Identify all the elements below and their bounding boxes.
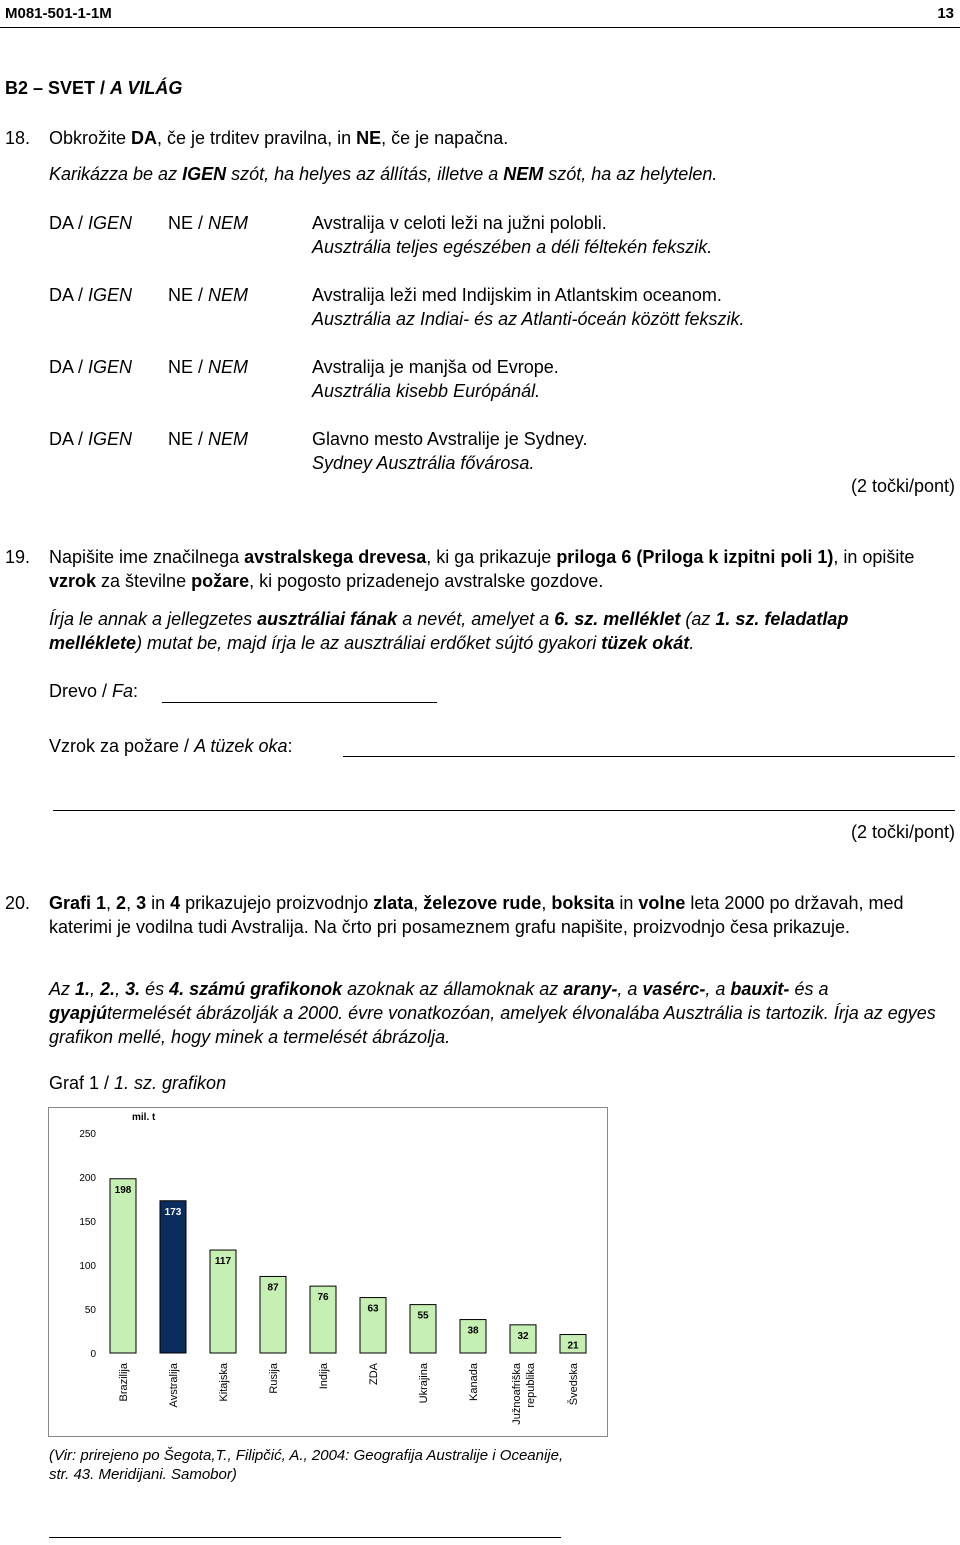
exam-code: M081-501-1-1M [5,5,112,22]
header-rule [0,27,960,28]
x-tick-label: Brazilija [118,1363,130,1402]
q18-instruction-hu: Karikázza be az IGEN szót, ha helyes az állítás, illetve a NEM szót, ha az helytelen. [49,164,718,184]
da-igen-option[interactable]: DA / IGEN [49,429,133,449]
unit-label: mil. t [132,1112,156,1123]
y-tick-label: 50 [84,1305,96,1316]
x-tick-label: Švedska [568,1363,580,1406]
statement-sl: Glavno mesto Avstralije je Sydney. [312,429,588,449]
x-tick-label: ZDA [368,1363,380,1385]
data-label: 173 [164,1206,182,1218]
x-tick-label: Kanada [468,1363,480,1401]
data-label: 38 [467,1325,479,1337]
q20-text-hu: Az 1., 2., 3. és 4. számú grafikonok azoknak az államoknak az arany-, a vasérc-, a bauxit- és a gyapjútermelését ábrázolják a 2000. évre vonatkozóan, amelyek élvonalába Ausztrália is tartozik. Írja az egyes grafikon mellé, hogy minek a termelését ábrázolja. [49,979,936,1047]
data-label: 32 [517,1330,529,1342]
q18-number: 18. [5,128,31,148]
q19-points: (2 točki/pont) [850,822,955,842]
da-igen-option[interactable]: DA / IGEN [49,213,133,233]
q19-text-sl: Napišite ime značilnega avstralskega drevesa, ki ga prikazuje priloga 6 (Priloga k izpitni poli 1), in opišite vzrok za številne požare, ki pogosto prizadenejo avstralske gozdove. [49,547,915,591]
q18-instruction-sl: Obkrožite DA, če je trditev pravilna, in NE, če je napačna. [49,128,509,148]
q18-points: (2 točki/pont) [850,476,955,496]
q19-text-hu: Írja le annak a jellegzetes ausztráliai fának a nevét, amelyet a 6. sz. melléklet (az 1. sz. feladatlap melléklete) mutat be, majd írja le az ausztráliai erdőket sújtó gyakori tüzek okát. [49,609,849,653]
data-label: 63 [367,1303,379,1315]
da-igen-option[interactable]: DA / IGEN [49,285,133,305]
x-tick-label: Kitajska [218,1363,230,1402]
bar-chart [48,1107,608,1437]
da-igen-option[interactable]: DA / IGEN [49,357,133,377]
statement-hu: Ausztrália teljes egészében a déli féltekén fekszik. [312,237,713,257]
q20-number: 20. [5,893,31,913]
ne-nem-option[interactable]: NE / NEM [168,429,249,449]
bar [110,1179,136,1353]
statement-sl: Avstralija v celoti leži na južni polobli. [312,213,607,233]
cause-answer-line-1[interactable] [343,756,955,757]
x-tick-label: Indija [318,1363,330,1390]
ne-nem-option[interactable]: NE / NEM [168,357,249,377]
ne-nem-option[interactable]: NE / NEM [168,285,249,305]
data-label: 117 [214,1256,232,1268]
section-title: B2 – SVET / A VILÁG [5,78,183,98]
y-tick-label: 250 [79,1129,96,1140]
x-tick-label: Avstralija [168,1363,180,1408]
x-tick-label: Rusija [268,1363,280,1394]
x-tick-label: Južnoafriška [511,1363,523,1425]
tree-label: Drevo / Fa: [49,681,139,701]
page-number: 13 [937,5,954,22]
x-tick-label: Ukrajina [418,1363,430,1404]
statement-hu: Ausztrália az Indiai- és az Atlanti-óceán között fekszik. [312,309,745,329]
cause-label: Vzrok za požare / A tüzek oka: [49,736,293,756]
tree-answer-line[interactable] [162,702,437,703]
statement-hu: Ausztrália kisebb Európánál. [312,381,541,401]
source-line-1: (Vir: prirejeno po Šegota,T., Filipčić, A., 2004: Geografija Australije i Oceanije, [49,1447,564,1464]
statement-sl: Avstralija je manjša od Evrope. [312,357,559,377]
source-line-2: str. 43. Meridijani. Samobor) [49,1466,237,1483]
cause-answer-line-2[interactable] [53,810,955,811]
y-tick-label: 0 [90,1349,96,1360]
x-tick-label: republika [525,1363,537,1408]
graph-title: Graf 1 / 1. sz. grafikon [49,1073,227,1093]
q19-number: 19. [5,547,31,567]
data-label: 55 [417,1310,429,1322]
data-label: 21 [567,1340,579,1352]
graph-answer-line[interactable] [49,1537,561,1538]
data-label: 198 [114,1184,132,1196]
bar [160,1201,186,1353]
data-label: 76 [317,1292,329,1304]
y-tick-label: 100 [79,1261,96,1272]
y-tick-label: 200 [79,1173,96,1184]
data-label: 87 [267,1282,279,1294]
statement-hu: Sydney Ausztrália fővárosa. [312,453,535,473]
y-tick-label: 150 [79,1217,96,1228]
q20-text-sl: Grafi 1, 2, 3 in 4 prikazujejo proizvodnjo zlata, železove rude, boksita in volne leta 2000 po državah, med katerimi je vodilna tudi Avstralija. Na črto pri posameznem grafu napišite, proizvodnjo česa prikazuje. [49,893,904,937]
statement-sl: Avstralija leži med Indijskim in Atlantskim oceanom. [312,285,722,305]
ne-nem-option[interactable]: NE / NEM [168,213,249,233]
